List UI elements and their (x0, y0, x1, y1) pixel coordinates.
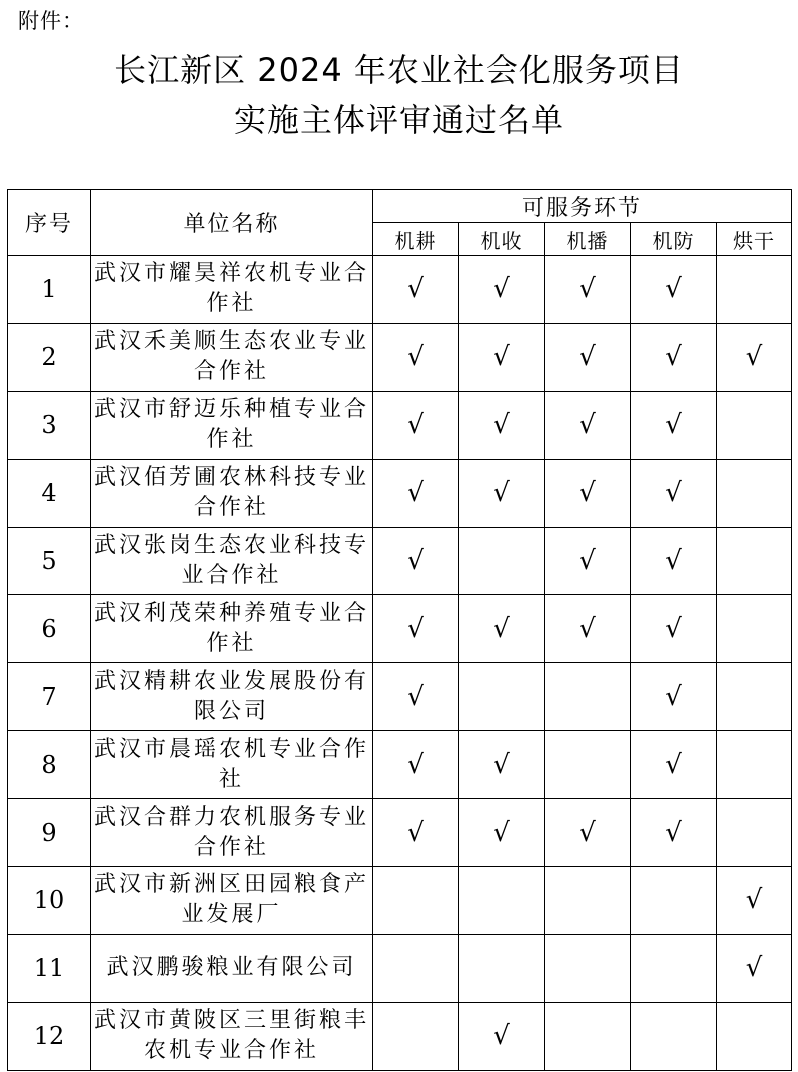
column-header-service: 机防 (631, 223, 717, 256)
service-check-cell: √ (545, 595, 631, 663)
service-check-cell: √ (545, 527, 631, 595)
row-unit-name: 武汉精耕农业发展股份有限公司 (91, 663, 373, 731)
row-index: 1 (8, 256, 91, 324)
table-row (8, 934, 792, 1002)
service-check-cell: √ (545, 323, 631, 391)
table-row (8, 595, 792, 663)
service-check-cell: √ (373, 391, 459, 459)
service-check-cell (545, 731, 631, 799)
row-index: 8 (8, 731, 91, 799)
service-check-cell: √ (373, 731, 459, 799)
table-row (8, 391, 792, 459)
service-check-cell: √ (373, 256, 459, 324)
service-check-cell: √ (631, 323, 717, 391)
column-header-services: 可服务环节 (373, 190, 792, 223)
service-check-cell (717, 391, 792, 459)
service-check-cell: √ (545, 459, 631, 527)
service-check-cell (631, 1002, 717, 1070)
service-check-cell (459, 527, 545, 595)
service-check-cell: √ (459, 256, 545, 324)
service-check-cell: √ (545, 799, 631, 867)
service-check-cell (717, 799, 792, 867)
service-check-cell: √ (545, 391, 631, 459)
row-index: 12 (8, 1002, 91, 1070)
service-check-cell: √ (631, 256, 717, 324)
service-check-cell: √ (631, 527, 717, 595)
service-check-cell (459, 934, 545, 1002)
row-unit-name: 武汉市新洲区田园粮食产业发展厂 (91, 867, 373, 935)
row-unit-name: 武汉佰芳圃农林科技专业合作社 (91, 459, 373, 527)
service-check-cell (717, 1002, 792, 1070)
row-index: 11 (8, 934, 91, 1002)
service-check-cell (373, 1002, 459, 1070)
service-check-cell: √ (373, 799, 459, 867)
column-header-index: 序号 (8, 190, 91, 256)
table-row (8, 527, 792, 595)
service-check-cell (373, 934, 459, 1002)
service-check-cell: √ (459, 323, 545, 391)
service-check-cell: √ (459, 459, 545, 527)
service-check-cell: √ (631, 663, 717, 731)
row-unit-name: 武汉市晨瑶农机专业合作社 (91, 731, 373, 799)
service-check-cell (717, 459, 792, 527)
service-check-cell (459, 867, 545, 935)
row-unit-name: 武汉市黄陂区三里街粮丰农机专业合作社 (91, 1002, 373, 1070)
service-check-cell (717, 256, 792, 324)
service-check-cell (545, 934, 631, 1002)
service-check-cell (545, 1002, 631, 1070)
row-unit-name: 武汉利茂荣种养殖专业合作社 (91, 595, 373, 663)
service-check-cell (373, 867, 459, 935)
service-check-cell (545, 867, 631, 935)
service-check-cell: √ (373, 663, 459, 731)
service-check-cell: √ (631, 799, 717, 867)
service-check-cell: √ (631, 731, 717, 799)
table-row (8, 663, 792, 731)
row-index: 5 (8, 527, 91, 595)
service-check-cell: √ (459, 731, 545, 799)
row-index: 3 (8, 391, 91, 459)
column-header-unit-name: 单位名称 (91, 190, 373, 256)
row-unit-name: 武汉市舒迈乐种植专业合作社 (91, 391, 373, 459)
service-check-cell: √ (545, 256, 631, 324)
service-check-cell: √ (717, 934, 792, 1002)
row-unit-name: 武汉禾美顺生态农业专业合作社 (91, 323, 373, 391)
column-header-service: 机收 (459, 223, 545, 256)
table-row (8, 799, 792, 867)
row-unit-name: 武汉市耀昊祥农机专业合作社 (91, 256, 373, 324)
row-unit-name: 武汉合群力农机服务专业合作社 (91, 799, 373, 867)
service-check-cell: √ (717, 323, 792, 391)
approved-entities-table (7, 189, 792, 1071)
table-row (8, 867, 792, 935)
row-index: 10 (8, 867, 91, 935)
column-header-service: 机播 (545, 223, 631, 256)
service-check-cell: √ (459, 391, 545, 459)
row-unit-name: 武汉鹏骏粮业有限公司 (91, 934, 373, 1002)
row-index: 6 (8, 595, 91, 663)
service-check-cell: √ (717, 867, 792, 935)
table-header-row (8, 190, 792, 223)
service-check-cell (459, 663, 545, 731)
service-check-cell (631, 867, 717, 935)
row-index: 4 (8, 459, 91, 527)
service-check-cell (717, 731, 792, 799)
table-body (8, 256, 792, 1071)
table-row (8, 731, 792, 799)
service-check-cell (545, 663, 631, 731)
service-check-cell: √ (459, 799, 545, 867)
row-index: 2 (8, 323, 91, 391)
service-check-cell: √ (631, 391, 717, 459)
table-row (8, 323, 792, 391)
document-title-line-1: 长江新区 2024 年农业社会化服务项目 (114, 51, 684, 89)
table-row (8, 1002, 792, 1070)
service-check-cell: √ (373, 595, 459, 663)
table-row (8, 256, 792, 324)
service-check-cell: √ (373, 323, 459, 391)
column-header-service: 机耕 (373, 223, 459, 256)
service-check-cell: √ (459, 1002, 545, 1070)
row-index: 7 (8, 663, 91, 731)
column-header-service: 烘干 (717, 223, 792, 256)
row-index: 9 (8, 799, 91, 867)
service-check-cell (717, 527, 792, 595)
table-row (8, 459, 792, 527)
row-unit-name: 武汉张岗生态农业科技专业合作社 (91, 527, 373, 595)
service-check-cell (717, 663, 792, 731)
service-check-cell: √ (373, 459, 459, 527)
service-check-cell: √ (373, 527, 459, 595)
service-check-cell: √ (631, 459, 717, 527)
attachment-label: 附件： (18, 9, 84, 33)
service-check-cell: √ (631, 595, 717, 663)
service-check-cell (631, 934, 717, 1002)
document-title-line-2: 实施主体评审通过名单 (233, 101, 564, 139)
service-check-cell (717, 595, 792, 663)
service-check-cell: √ (459, 595, 545, 663)
